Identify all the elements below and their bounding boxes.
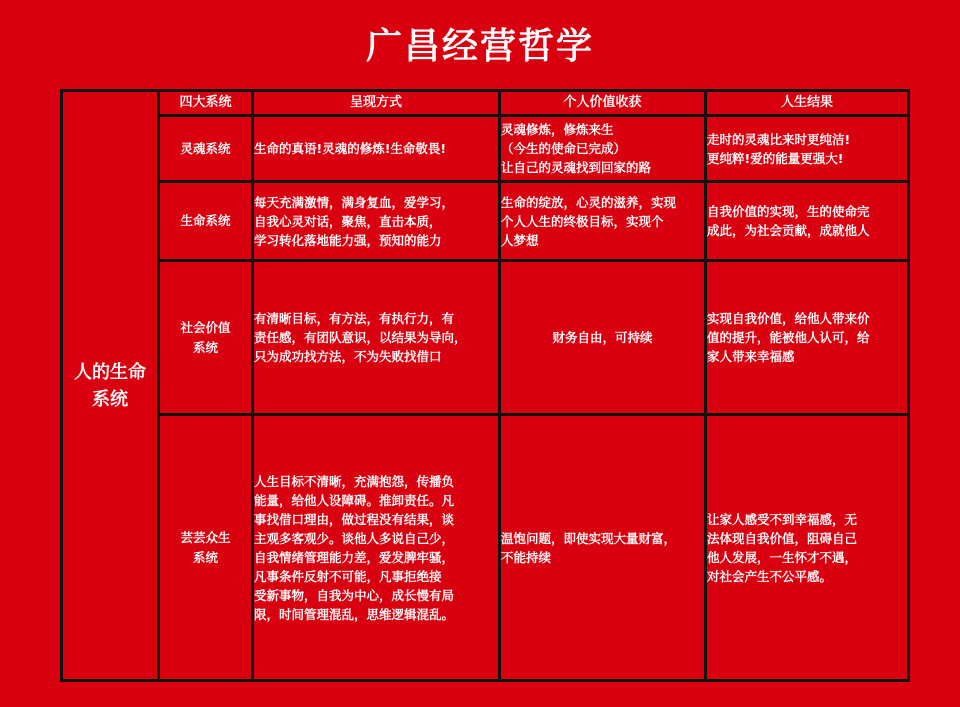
- row-result-cell: [706, 182, 909, 261]
- row-method: 生命的真语!灵魂的修炼!生命敬畏!: [254, 141, 447, 156]
- row-value-cell: [500, 116, 706, 182]
- row-category: 生命系统: [180, 213, 231, 228]
- row-value: 财务自由，可持续: [552, 330, 653, 345]
- row-result: 自我价值的实现，生的使命完 成此，为社会贡献，成就他人: [707, 204, 870, 238]
- system-label: 人的生命 系统: [74, 361, 146, 410]
- table-row-masses: [62, 415, 909, 681]
- system-label-cell: [62, 91, 159, 681]
- header-category: 四大系统: [159, 91, 253, 116]
- row-value-cell: [500, 415, 706, 681]
- row-result-cell: [706, 116, 909, 182]
- table-header-row: [62, 91, 909, 116]
- row-method-cell: [253, 415, 500, 681]
- row-value-cell: [500, 182, 706, 261]
- table-row-social-value: [62, 261, 909, 415]
- row-result: 实现自我价值，给他人带来价 值的提升，能被他人认可，给 家人带来幸福感: [707, 311, 870, 364]
- row-category: 灵魂系统: [180, 140, 231, 156]
- header-value: 个人价值收获: [500, 91, 706, 116]
- row-result-cell: [706, 261, 909, 415]
- row-value-cell: [500, 261, 706, 415]
- row-result: 让家人感受不到幸福感，无 法体现自我价值，阻碍自己 他人发展，一生怀才不遇， 对社会产生不公平感。: [707, 511, 858, 584]
- row-method: 人生目标不清晰，充满抱怨，传播负 能量，给他人设障碍。推卸责任。凡 事找借口理由，做过程没有结果，谈 主观多客观少。谈他人多说自己少， 自我情绪管理能力差，爱发脾牢骚， 凡事条件反射不可能，凡事拒绝接 受新事物，自我为中心，成长慢有局 限，时间管理混乱，思维逻辑混乱。: [254, 473, 455, 622]
- row-category: 社会价值 系统: [180, 319, 231, 355]
- row-value: 灵魂修炼，修炼来生 （今生的使命已完成） 让自己的灵魂找到回家的路: [501, 122, 652, 175]
- row-category-cell: [159, 116, 253, 182]
- page-title: 广昌经营哲学: [365, 26, 594, 67]
- row-value: 生命的绽放，心灵的滋养，实现 个人人生的终极目标，实现个 人梦想: [501, 194, 677, 248]
- header-result: 人生结果: [706, 91, 909, 116]
- row-method-cell: [253, 116, 500, 182]
- row-method-cell: [253, 182, 500, 261]
- row-category: 芸芸众生 系统: [180, 529, 231, 565]
- table-row-life: [62, 182, 909, 261]
- row-category-cell: [159, 261, 253, 415]
- header-method: 呈现方式: [253, 91, 500, 116]
- row-result-cell: [706, 415, 909, 681]
- row-category-cell: [159, 415, 253, 681]
- row-value: 温饱问题，即使实现大量财富， 不能持续: [501, 530, 677, 565]
- row-method-cell: [253, 261, 500, 415]
- row-result: 走时的灵魂比来时更纯洁! 更纯粹!爱的能量更强大!: [707, 131, 851, 166]
- row-method: 每天充满激情，满身复血，爱学习， 自我心灵对话，聚焦，直击本质， 学习转化落地能力强，预知的能力: [254, 194, 455, 248]
- philosophy-table: [60, 89, 910, 682]
- row-category-cell: [159, 182, 253, 261]
- table-row-soul: [62, 116, 909, 182]
- row-method: 有清晰目标，有方法，有执行力，有 责任感，有团队意识，以结果为导向， 只为成功找方法，不为失败找借口: [254, 311, 467, 364]
